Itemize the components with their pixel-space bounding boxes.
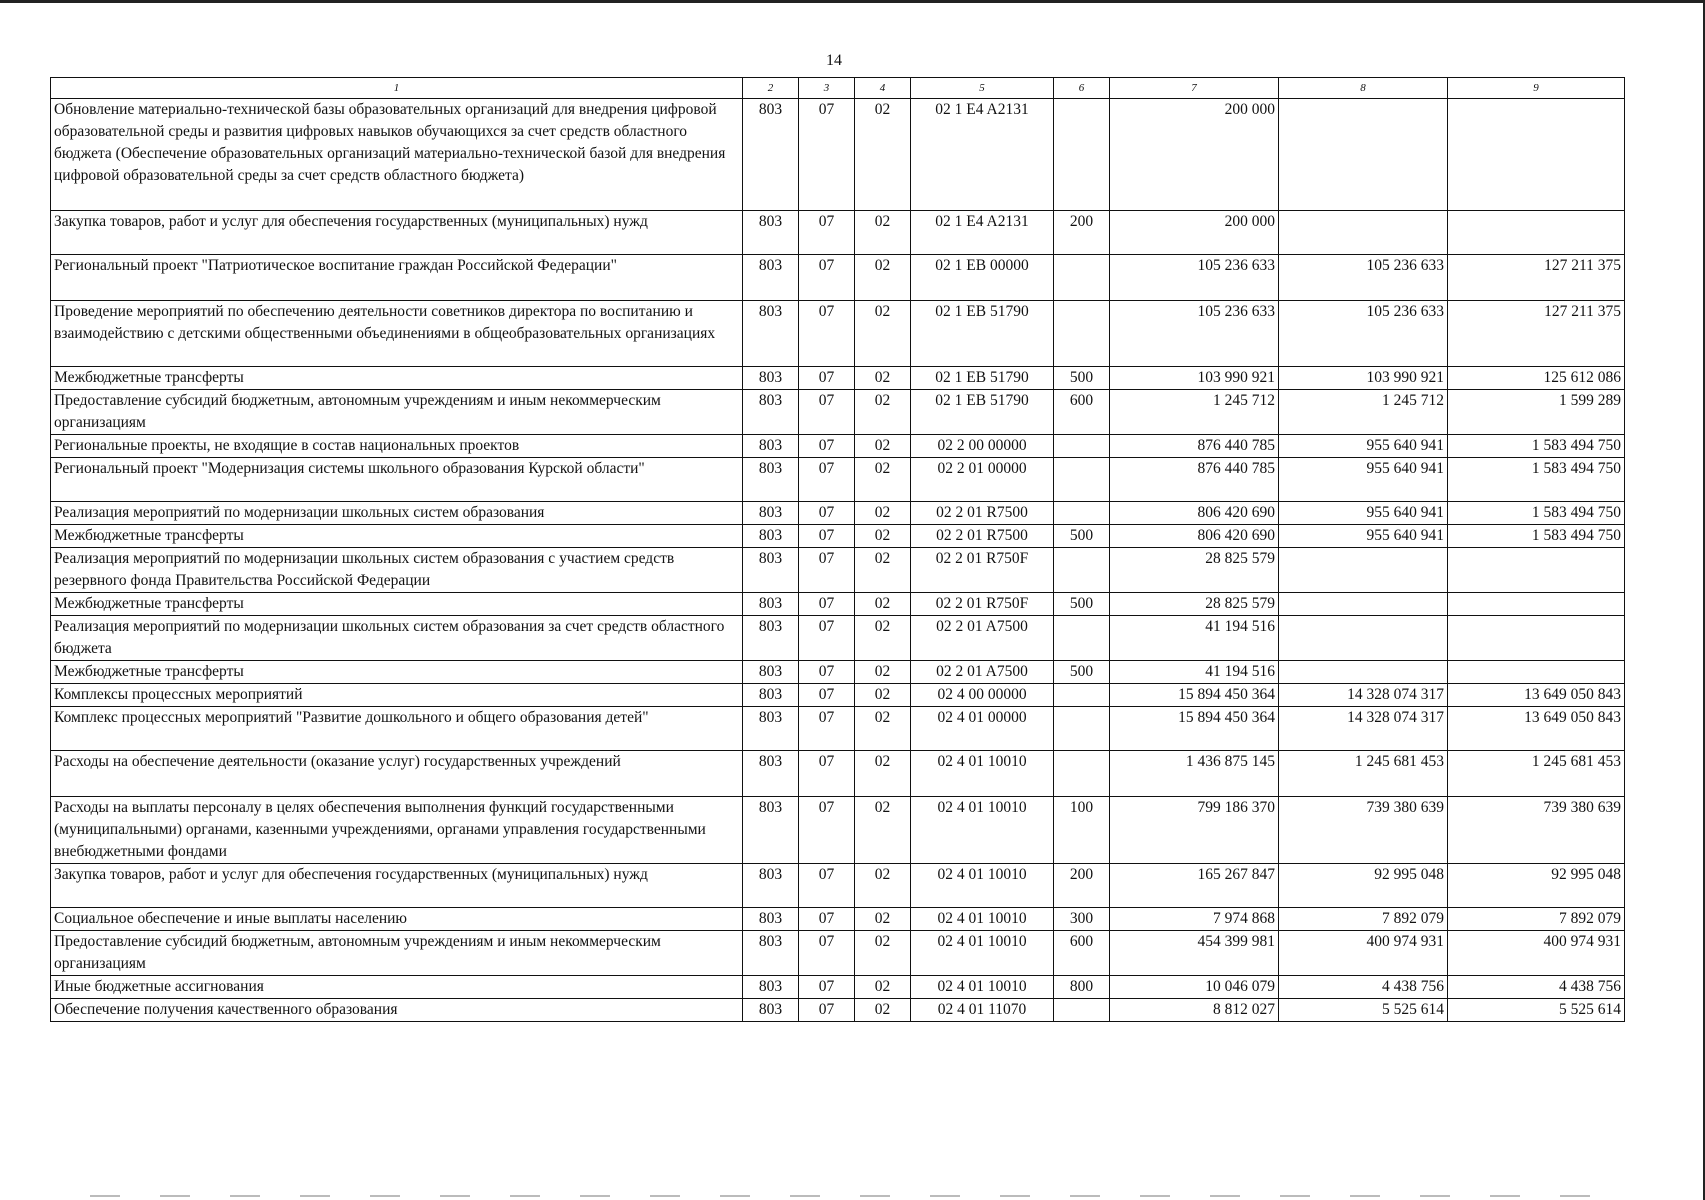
expense-type-code	[1054, 435, 1110, 458]
target-article-code: 02 4 01 11070	[911, 999, 1054, 1022]
column-header-7: 7	[1110, 78, 1279, 99]
admin-code: 803	[743, 435, 799, 458]
amount-col-8: 955 640 941	[1279, 502, 1448, 525]
table-row	[51, 502, 1625, 525]
subsection-code: 02	[855, 684, 911, 707]
table-row	[51, 301, 1625, 367]
expense-type-code	[1054, 301, 1110, 367]
admin-code: 803	[743, 99, 799, 211]
expense-type-code	[1054, 999, 1110, 1022]
amount-col-8: 7 892 079	[1279, 908, 1448, 931]
subsection-code: 02	[855, 707, 911, 751]
amount-col-8: 955 640 941	[1279, 435, 1448, 458]
amount-col-7: 41 194 516	[1110, 616, 1279, 661]
subsection-code: 02	[855, 864, 911, 908]
row-name: Региональные проекты, не входящие в состав национальных проектов	[51, 435, 743, 458]
amount-col-9: 7 892 079	[1448, 908, 1625, 931]
table-row	[51, 458, 1625, 502]
expense-type-code	[1054, 548, 1110, 593]
expense-type-code	[1054, 684, 1110, 707]
section-code: 07	[799, 616, 855, 661]
subsection-code: 02	[855, 502, 911, 525]
row-name: Закупка товаров, работ и услуг для обеспечения государственных (муниципальных) нужд	[51, 211, 743, 255]
table-row	[51, 616, 1625, 661]
amount-col-9: 1 245 681 453	[1448, 751, 1625, 797]
amount-col-8: 92 995 048	[1279, 864, 1448, 908]
expense-type-code: 500	[1054, 367, 1110, 390]
section-code: 07	[799, 707, 855, 751]
scan-frame-top-edge	[0, 0, 1705, 3]
target-article-code: 02 4 01 10010	[911, 976, 1054, 999]
subsection-code: 02	[855, 661, 911, 684]
section-code: 07	[799, 367, 855, 390]
subsection-code: 02	[855, 797, 911, 864]
target-article-code: 02 2 01 R7500	[911, 502, 1054, 525]
amount-col-9: 13 649 050 843	[1448, 707, 1625, 751]
scan-bottom-noise	[90, 1195, 1590, 1197]
amount-col-7: 876 440 785	[1110, 458, 1279, 502]
row-name: Расходы на выплаты персоналу в целях обеспечения выполнения функций государственными (муниципальными) органами, казенными учреждениями, органами управления государственными внебюджетными фондами	[51, 797, 743, 864]
target-article-code: 02 4 01 10010	[911, 751, 1054, 797]
row-name: Комплекс процессных мероприятий "Развитие дошкольного и общего образования детей"	[51, 707, 743, 751]
amount-col-7: 1 436 875 145	[1110, 751, 1279, 797]
admin-code: 803	[743, 255, 799, 301]
row-name: Предоставление субсидий бюджетным, автономным учреждениям и иным некоммерческим организациям	[51, 390, 743, 435]
amount-col-9	[1448, 593, 1625, 616]
table-row	[51, 976, 1625, 999]
admin-code: 803	[743, 797, 799, 864]
subsection-code: 02	[855, 99, 911, 211]
subsection-code: 02	[855, 525, 911, 548]
amount-col-7: 876 440 785	[1110, 435, 1279, 458]
row-name: Закупка товаров, работ и услуг для обеспечения государственных (муниципальных) нужд	[51, 864, 743, 908]
subsection-code: 02	[855, 931, 911, 976]
amount-col-9: 1 583 494 750	[1448, 458, 1625, 502]
section-code: 07	[799, 99, 855, 211]
admin-code: 803	[743, 367, 799, 390]
amount-col-8: 105 236 633	[1279, 255, 1448, 301]
amount-col-7: 105 236 633	[1110, 301, 1279, 367]
table-row	[51, 390, 1625, 435]
table-row	[51, 435, 1625, 458]
amount-col-7: 165 267 847	[1110, 864, 1279, 908]
target-article-code: 02 2 01 A7500	[911, 616, 1054, 661]
column-header-3: 3	[799, 78, 855, 99]
section-code: 07	[799, 435, 855, 458]
amount-col-9: 1 599 289	[1448, 390, 1625, 435]
admin-code: 803	[743, 864, 799, 908]
column-header-9: 9	[1448, 78, 1625, 99]
table-row	[51, 908, 1625, 931]
amount-col-8: 955 640 941	[1279, 458, 1448, 502]
subsection-code: 02	[855, 211, 911, 255]
target-article-code: 02 2 01 R7500	[911, 525, 1054, 548]
row-name: Обеспечение получения качественного образования	[51, 999, 743, 1022]
amount-col-8: 955 640 941	[1279, 525, 1448, 548]
amount-col-8: 1 245 681 453	[1279, 751, 1448, 797]
admin-code: 803	[743, 502, 799, 525]
target-article-code: 02 1 EB 51790	[911, 367, 1054, 390]
subsection-code: 02	[855, 976, 911, 999]
column-header-1: 1	[51, 78, 743, 99]
row-name: Реализация мероприятий по модернизации школьных систем образования	[51, 502, 743, 525]
expense-type-code: 800	[1054, 976, 1110, 999]
admin-code: 803	[743, 684, 799, 707]
section-code: 07	[799, 976, 855, 999]
expense-type-code: 200	[1054, 211, 1110, 255]
admin-code: 803	[743, 458, 799, 502]
amount-col-9: 739 380 639	[1448, 797, 1625, 864]
amount-col-8: 14 328 074 317	[1279, 707, 1448, 751]
amount-col-7: 103 990 921	[1110, 367, 1279, 390]
row-name: Комплексы процессных мероприятий	[51, 684, 743, 707]
expense-type-code: 200	[1054, 864, 1110, 908]
row-name: Обновление материально-технической базы образовательных организаций для внедрения цифровой образовательной среды и развития цифровых навыков обучающихся за счет средств областного бюджета (Обеспечение образовательных организаций материально-технической базой для внедрения цифровой образовательной среды за счет средств областного бюджета)	[51, 99, 743, 211]
section-code: 07	[799, 548, 855, 593]
target-article-code: 02 4 01 10010	[911, 864, 1054, 908]
subsection-code: 02	[855, 301, 911, 367]
amount-col-7: 28 825 579	[1110, 593, 1279, 616]
table-row	[51, 661, 1625, 684]
table-row	[51, 864, 1625, 908]
column-header-5: 5	[911, 78, 1054, 99]
table-row	[51, 593, 1625, 616]
amount-col-8: 400 974 931	[1279, 931, 1448, 976]
subsection-code: 02	[855, 908, 911, 931]
amount-col-9: 127 211 375	[1448, 255, 1625, 301]
amount-col-8: 14 328 074 317	[1279, 684, 1448, 707]
amount-col-7: 41 194 516	[1110, 661, 1279, 684]
target-article-code: 02 1 E4 A2131	[911, 211, 1054, 255]
column-header-6: 6	[1054, 78, 1110, 99]
table-row	[51, 99, 1625, 211]
subsection-code: 02	[855, 255, 911, 301]
table-row	[51, 684, 1625, 707]
admin-code: 803	[743, 525, 799, 548]
amount-col-9: 5 525 614	[1448, 999, 1625, 1022]
column-header-8: 8	[1279, 78, 1448, 99]
subsection-code: 02	[855, 751, 911, 797]
amount-col-7: 1 245 712	[1110, 390, 1279, 435]
amount-col-9: 125 612 086	[1448, 367, 1625, 390]
row-name: Реализация мероприятий по модернизации школьных систем образования с участием средств резервного фонда Правительства Российской Федерации	[51, 548, 743, 593]
amount-col-7: 806 420 690	[1110, 525, 1279, 548]
expense-type-code	[1054, 99, 1110, 211]
target-article-code: 02 1 E4 A2131	[911, 99, 1054, 211]
amount-col-7: 105 236 633	[1110, 255, 1279, 301]
amount-col-9: 92 995 048	[1448, 864, 1625, 908]
table-row	[51, 797, 1625, 864]
amount-col-7: 15 894 450 364	[1110, 707, 1279, 751]
amount-col-9: 127 211 375	[1448, 301, 1625, 367]
table-row	[51, 525, 1625, 548]
expense-type-code	[1054, 458, 1110, 502]
section-code: 07	[799, 908, 855, 931]
admin-code: 803	[743, 931, 799, 976]
target-article-code: 02 2 01 A7500	[911, 661, 1054, 684]
subsection-code: 02	[855, 390, 911, 435]
admin-code: 803	[743, 593, 799, 616]
target-article-code: 02 4 01 10010	[911, 908, 1054, 931]
amount-col-8: 5 525 614	[1279, 999, 1448, 1022]
target-article-code: 02 2 00 00000	[911, 435, 1054, 458]
row-name: Межбюджетные трансферты	[51, 367, 743, 390]
amount-col-9: 400 974 931	[1448, 931, 1625, 976]
amount-col-8	[1279, 99, 1448, 211]
amount-col-7: 8 812 027	[1110, 999, 1279, 1022]
budget-table	[50, 77, 1625, 1022]
row-name: Межбюджетные трансферты	[51, 525, 743, 548]
target-article-code: 02 1 EB 00000	[911, 255, 1054, 301]
expense-type-code	[1054, 707, 1110, 751]
amount-col-9: 4 438 756	[1448, 976, 1625, 999]
section-code: 07	[799, 211, 855, 255]
amount-col-7: 806 420 690	[1110, 502, 1279, 525]
column-number-row	[51, 78, 1625, 99]
row-name: Межбюджетные трансферты	[51, 593, 743, 616]
subsection-code: 02	[855, 458, 911, 502]
section-code: 07	[799, 593, 855, 616]
amount-col-8	[1279, 616, 1448, 661]
section-code: 07	[799, 458, 855, 502]
section-code: 07	[799, 864, 855, 908]
expense-type-code	[1054, 616, 1110, 661]
amount-col-8	[1279, 593, 1448, 616]
table-row	[51, 255, 1625, 301]
admin-code: 803	[743, 751, 799, 797]
amount-col-9	[1448, 548, 1625, 593]
row-name: Реализация мероприятий по модернизации школьных систем образования за счет средств областного бюджета	[51, 616, 743, 661]
target-article-code: 02 4 01 10010	[911, 931, 1054, 976]
section-code: 07	[799, 301, 855, 367]
expense-type-code: 300	[1054, 908, 1110, 931]
subsection-code: 02	[855, 435, 911, 458]
amount-col-8	[1279, 211, 1448, 255]
target-article-code: 02 4 01 10010	[911, 797, 1054, 864]
amount-col-8: 1 245 712	[1279, 390, 1448, 435]
amount-col-9	[1448, 661, 1625, 684]
target-article-code: 02 2 01 R750F	[911, 593, 1054, 616]
section-code: 07	[799, 797, 855, 864]
admin-code: 803	[743, 616, 799, 661]
amount-col-7: 10 046 079	[1110, 976, 1279, 999]
section-code: 07	[799, 999, 855, 1022]
expense-type-code: 500	[1054, 661, 1110, 684]
admin-code: 803	[743, 976, 799, 999]
subsection-code: 02	[855, 593, 911, 616]
row-name: Иные бюджетные ассигнования	[51, 976, 743, 999]
column-header-4: 4	[855, 78, 911, 99]
expense-type-code: 500	[1054, 593, 1110, 616]
table-row	[51, 707, 1625, 751]
amount-col-8	[1279, 661, 1448, 684]
admin-code: 803	[743, 301, 799, 367]
row-name: Расходы на обеспечение деятельности (оказание услуг) государственных учреждений	[51, 751, 743, 797]
admin-code: 803	[743, 908, 799, 931]
admin-code: 803	[743, 707, 799, 751]
target-article-code: 02 2 01 00000	[911, 458, 1054, 502]
expense-type-code	[1054, 255, 1110, 301]
expense-type-code: 600	[1054, 931, 1110, 976]
amount-col-9: 1 583 494 750	[1448, 502, 1625, 525]
section-code: 07	[799, 751, 855, 797]
row-name: Проведение мероприятий по обеспечению деятельности советников директора по воспитанию и взаимодействию с детскими общественными объединениями в общеобразовательных организациях	[51, 301, 743, 367]
amount-col-7: 15 894 450 364	[1110, 684, 1279, 707]
amount-col-9: 1 583 494 750	[1448, 525, 1625, 548]
row-name: Предоставление субсидий бюджетным, автономным учреждениям и иным некоммерческим организациям	[51, 931, 743, 976]
row-name: Социальное обеспечение и иные выплаты населению	[51, 908, 743, 931]
table-row	[51, 211, 1625, 255]
target-article-code: 02 4 00 00000	[911, 684, 1054, 707]
amount-col-7: 799 186 370	[1110, 797, 1279, 864]
amount-col-7: 200 000	[1110, 211, 1279, 255]
amount-col-8: 4 438 756	[1279, 976, 1448, 999]
amount-col-9	[1448, 99, 1625, 211]
section-code: 07	[799, 255, 855, 301]
admin-code: 803	[743, 211, 799, 255]
expense-type-code: 600	[1054, 390, 1110, 435]
section-code: 07	[799, 525, 855, 548]
target-article-code: 02 1 EB 51790	[911, 390, 1054, 435]
section-code: 07	[799, 661, 855, 684]
table-row	[51, 931, 1625, 976]
amount-col-9: 1 583 494 750	[1448, 435, 1625, 458]
amount-col-7: 7 974 868	[1110, 908, 1279, 931]
subsection-code: 02	[855, 548, 911, 593]
expense-type-code: 100	[1054, 797, 1110, 864]
amount-col-7: 28 825 579	[1110, 548, 1279, 593]
section-code: 07	[799, 502, 855, 525]
section-code: 07	[799, 684, 855, 707]
subsection-code: 02	[855, 367, 911, 390]
column-header-2: 2	[743, 78, 799, 99]
section-code: 07	[799, 390, 855, 435]
target-article-code: 02 2 01 R750F	[911, 548, 1054, 593]
target-article-code: 02 1 EB 51790	[911, 301, 1054, 367]
admin-code: 803	[743, 548, 799, 593]
admin-code: 803	[743, 661, 799, 684]
expense-type-code: 500	[1054, 525, 1110, 548]
amount-col-7: 200 000	[1110, 99, 1279, 211]
amount-col-8	[1279, 548, 1448, 593]
amount-col-8: 739 380 639	[1279, 797, 1448, 864]
table-row	[51, 999, 1625, 1022]
target-article-code: 02 4 01 00000	[911, 707, 1054, 751]
amount-col-9	[1448, 616, 1625, 661]
section-code: 07	[799, 931, 855, 976]
row-name: Региональный проект "Модернизация системы школьного образования Курской области"	[51, 458, 743, 502]
row-name: Региональный проект "Патриотическое воспитание граждан Российской Федерации"	[51, 255, 743, 301]
table-row	[51, 548, 1625, 593]
amount-col-8: 105 236 633	[1279, 301, 1448, 367]
admin-code: 803	[743, 390, 799, 435]
table-body	[51, 99, 1625, 1022]
subsection-code: 02	[855, 616, 911, 661]
page-number: 14	[826, 52, 842, 69]
expense-type-code	[1054, 751, 1110, 797]
amount-col-9: 13 649 050 843	[1448, 684, 1625, 707]
amount-col-7: 454 399 981	[1110, 931, 1279, 976]
row-name: Межбюджетные трансферты	[51, 661, 743, 684]
table-row	[51, 751, 1625, 797]
table-row	[51, 367, 1625, 390]
subsection-code: 02	[855, 999, 911, 1022]
expense-type-code	[1054, 502, 1110, 525]
amount-col-9	[1448, 211, 1625, 255]
admin-code: 803	[743, 999, 799, 1022]
table-header	[51, 78, 1625, 99]
amount-col-8: 103 990 921	[1279, 367, 1448, 390]
